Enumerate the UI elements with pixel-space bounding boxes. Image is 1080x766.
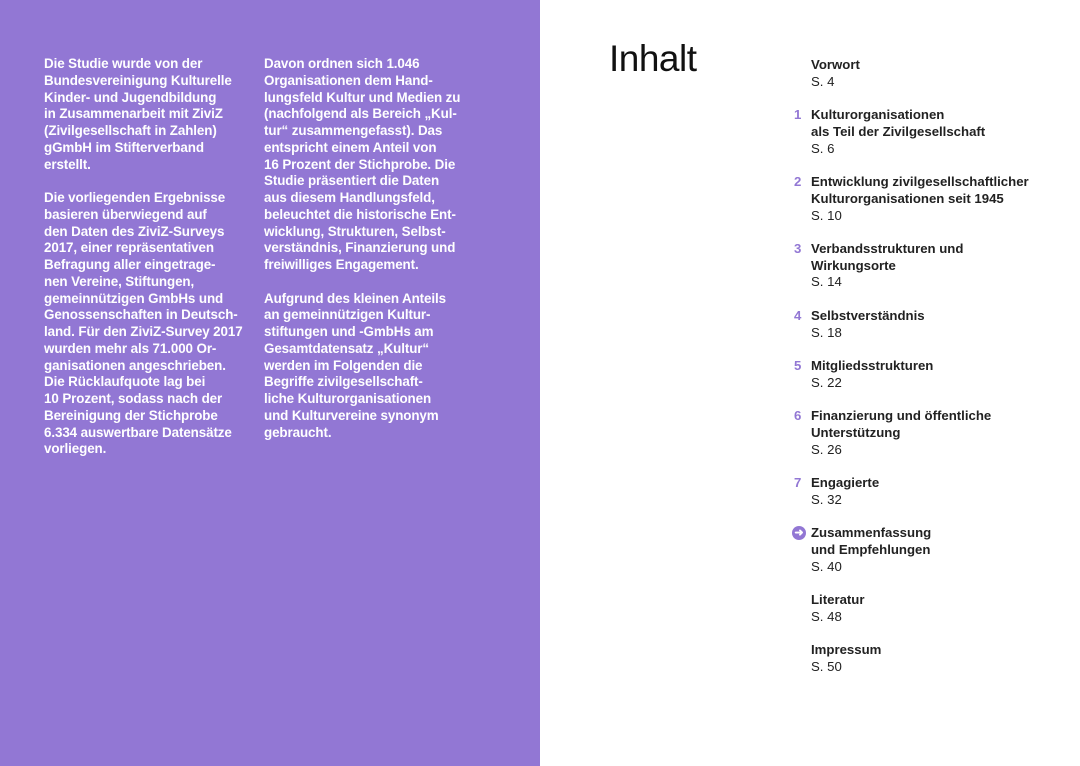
entry-title: Zusammenfassung: [811, 524, 932, 540]
chapter-number: 7: [794, 474, 802, 490]
text-line: Organisationen dem Hand-: [264, 72, 433, 88]
entry-title: Kulturorganisationen seit 1945: [811, 190, 1004, 206]
entry-title: Wirkungsorte: [811, 257, 896, 273]
toc-entry[interactable]: [794, 357, 1071, 392]
entry-title: Engagierte: [811, 474, 880, 490]
text-line: gebraucht.: [264, 424, 332, 440]
entry-title: Kulturorganisationen: [811, 107, 945, 123]
chapter-number: 6: [794, 407, 802, 423]
text-line: (Zivilgesellschaft in Zahlen): [44, 123, 217, 138]
intro-column-1: [44, 56, 243, 475]
text-line: erstellt.: [44, 156, 91, 172]
page-number: S. 50: [811, 658, 842, 674]
entry-title: Impressum: [811, 641, 882, 657]
page-number: S. 32: [811, 491, 842, 507]
text-line: Die Rücklaufquote lag bei: [44, 374, 206, 390]
entry-title: Finanzierung und öffentliche: [811, 407, 992, 423]
text-line: wicklung, Strukturen, Selbst-: [264, 223, 446, 239]
paragraph: [44, 56, 243, 173]
text-line: Bereinigung der Stichprobe: [44, 407, 218, 423]
text-line: 6.334 auswertbare Datensätze: [44, 424, 232, 440]
paragraph: [44, 190, 243, 458]
page-number: S. 14: [811, 274, 842, 290]
page-number: S. 40: [811, 558, 842, 574]
text-line: entspricht einem Anteil von: [264, 139, 437, 155]
text-line: den Daten des ZiviZ-Surveys: [44, 223, 225, 239]
text-line: tur“ zusammengefasst). Das: [264, 123, 443, 138]
text-line: und Kulturvereine synonym: [264, 407, 439, 423]
page-number: S. 6: [811, 140, 835, 156]
toc-entry[interactable]: [794, 407, 1071, 458]
page-number: S. 4: [811, 73, 835, 89]
page-number: S. 26: [811, 441, 842, 457]
entry-title: und Empfehlungen: [811, 541, 931, 557]
toc-entry[interactable]: [794, 240, 1071, 291]
entry-title: Unterstützung: [811, 424, 901, 440]
text-line: Befragung aller eingetrage-: [44, 257, 216, 272]
text-line: (nachfolgend als Bereich „Kul-: [264, 106, 457, 122]
text-line: an gemeinnützigen Kultur-: [264, 307, 431, 323]
text-line: Bundesvereinigung Kulturelle: [44, 72, 232, 88]
text-line: vorliegen.: [44, 441, 107, 457]
chapter-number: 1: [794, 107, 802, 123]
text-line: Die Studie wurde von der: [44, 56, 203, 71]
text-line: ganisationen angeschrieben.: [44, 357, 226, 373]
text-line: Die vorliegenden Ergebnisse: [44, 190, 226, 205]
entry-title: als Teil der Zivilgesellschaft: [811, 123, 986, 139]
chapter-number: 5: [794, 357, 802, 373]
intro-column-2: [264, 56, 460, 458]
page-number: S. 18: [811, 324, 842, 340]
entry-title: Entwicklung zivilgesellschaftlicher: [811, 173, 1029, 189]
text-line: 16 Prozent der Stichprobe. Die: [264, 156, 456, 172]
text-line: freiwilliges Engagement.: [264, 257, 419, 272]
text-line: liche Kulturorganisationen: [264, 391, 432, 406]
text-line: gemeinnützigen GmbHs und: [44, 290, 224, 306]
text-line: Kinder- und Jugendbildung: [44, 89, 217, 105]
entry-title: Selbstverständnis: [811, 307, 925, 323]
text-line: Genossenschaften in Deutsch-: [44, 307, 238, 323]
text-line: Gesamtdatensatz „Kultur“: [264, 340, 430, 356]
text-line: Studie präsentiert die Daten: [264, 173, 440, 189]
page-number: S. 22: [811, 374, 842, 390]
chapter-number: 3: [794, 240, 802, 256]
text-line: werden im Folgenden die: [264, 357, 423, 373]
text-line: land. Für den ZiviZ-Survey 2017: [44, 324, 243, 339]
page-number: S. 10: [811, 207, 842, 223]
text-line: basieren überwiegend auf: [44, 206, 207, 222]
entry-title: Vorwort: [811, 57, 860, 72]
text-line: beleuchtet die historische Ent-: [264, 206, 456, 222]
text-line: in Zusammenarbeit mit ZiviZ: [44, 106, 223, 122]
text-line: Davon ordnen sich 1.046: [264, 56, 420, 71]
toc-entry[interactable]: [794, 474, 1071, 509]
text-line: 10 Prozent, sodass nach der: [44, 391, 223, 406]
text-line: Begriffe zivilgesellschaft-: [264, 374, 423, 390]
table-of-contents: [794, 57, 1071, 692]
text-line: 2017, einer repräsentativen: [44, 240, 214, 256]
text-line: aus diesem Handlungsfeld,: [264, 190, 435, 205]
arrow-right-icon: ➜: [792, 526, 806, 540]
text-line: gGmbH im Stifterverband: [44, 139, 204, 155]
toc-entry[interactable]: [811, 642, 1071, 676]
entry-title: Verbandsstrukturen und: [811, 240, 964, 256]
text-line: verständnis, Finanzierung und: [264, 240, 456, 256]
text-line: wurden mehr als 71.000 Or-: [44, 340, 217, 356]
text-line: Aufgrund des kleinen Anteils: [264, 290, 446, 306]
text-line: stiftungen und -GmbHs am: [264, 324, 434, 339]
toc-entry[interactable]: [811, 592, 1071, 626]
toc-entry[interactable]: [794, 307, 1071, 342]
text-line: nen Vereine, Stiftungen,: [44, 273, 195, 289]
entry-title: Literatur: [811, 591, 865, 607]
page-title: Inhalt: [609, 38, 697, 79]
toc-entry[interactable]: [794, 173, 1071, 224]
toc-entry[interactable]: [811, 57, 1071, 91]
toc-entry[interactable]: [794, 524, 1071, 575]
text-line: lungsfeld Kultur und Medien zu: [264, 89, 461, 105]
chapter-number: 4: [794, 307, 802, 323]
toc-entry[interactable]: [794, 107, 1071, 157]
chapter-number: 2: [794, 173, 802, 189]
entry-title: Mitgliedsstrukturen: [811, 357, 934, 373]
page-number: S. 48: [811, 608, 842, 624]
paragraph: [264, 56, 460, 274]
paragraph: [264, 291, 460, 442]
